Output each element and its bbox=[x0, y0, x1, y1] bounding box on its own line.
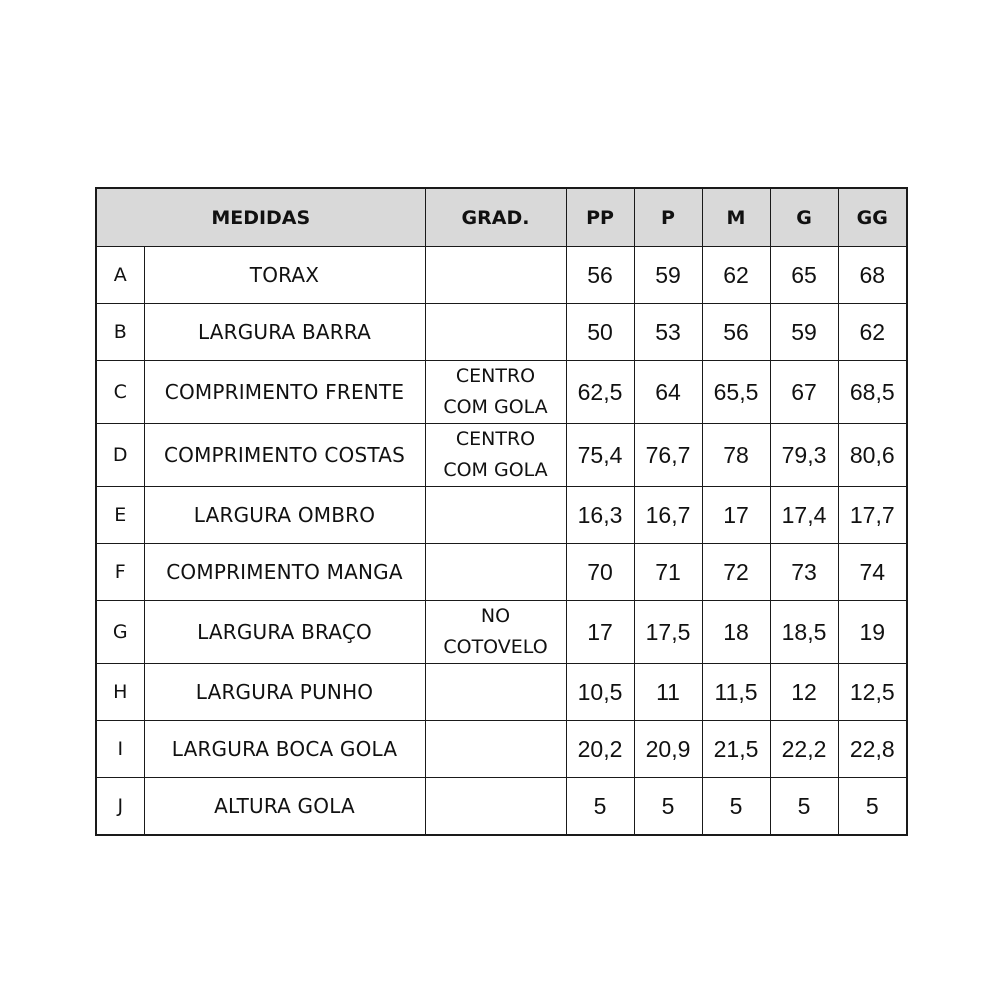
row-letter: D bbox=[96, 424, 144, 487]
size-value: 16,7 bbox=[634, 487, 702, 544]
row-grad bbox=[425, 544, 566, 601]
size-value: 5 bbox=[566, 778, 634, 836]
size-value: 76,7 bbox=[634, 424, 702, 487]
size-value: 10,5 bbox=[566, 664, 634, 721]
size-value: 78 bbox=[702, 424, 770, 487]
row-measure: COMPRIMENTO FRENTE bbox=[144, 361, 425, 424]
header-size-pp: PP bbox=[566, 188, 634, 247]
row-measure: ALTURA GOLA bbox=[144, 778, 425, 836]
row-grad bbox=[425, 304, 566, 361]
table-row bbox=[96, 778, 907, 836]
size-value: 74 bbox=[838, 544, 907, 601]
size-value: 11 bbox=[634, 664, 702, 721]
grad-line: COM GOLA bbox=[443, 459, 548, 481]
size-value: 16,3 bbox=[566, 487, 634, 544]
table-row bbox=[96, 304, 907, 361]
size-value: 68 bbox=[838, 247, 907, 304]
size-value: 64 bbox=[634, 361, 702, 424]
header-size-gg: GG bbox=[838, 188, 907, 247]
table-row bbox=[96, 487, 907, 544]
table-row bbox=[96, 361, 907, 424]
size-value: 19 bbox=[838, 601, 907, 664]
table-row bbox=[96, 601, 907, 664]
size-value: 22,2 bbox=[770, 721, 838, 778]
row-letter: G bbox=[96, 601, 144, 664]
size-value: 17,5 bbox=[634, 601, 702, 664]
size-value: 50 bbox=[566, 304, 634, 361]
row-grad bbox=[425, 361, 566, 424]
size-value: 72 bbox=[702, 544, 770, 601]
table-row bbox=[96, 247, 907, 304]
header-medidas: MEDIDAS bbox=[96, 188, 425, 247]
size-value: 73 bbox=[770, 544, 838, 601]
size-value: 21,5 bbox=[702, 721, 770, 778]
header-size-m: M bbox=[702, 188, 770, 247]
row-grad bbox=[425, 664, 566, 721]
table-body bbox=[96, 247, 907, 836]
row-letter: E bbox=[96, 487, 144, 544]
size-value: 17,7 bbox=[838, 487, 907, 544]
size-value: 65,5 bbox=[702, 361, 770, 424]
row-letter: J bbox=[96, 778, 144, 836]
size-value: 68,5 bbox=[838, 361, 907, 424]
size-value: 18,5 bbox=[770, 601, 838, 664]
row-letter: I bbox=[96, 721, 144, 778]
row-grad bbox=[425, 601, 566, 664]
size-value: 18 bbox=[702, 601, 770, 664]
size-value: 62 bbox=[838, 304, 907, 361]
header-grad: GRAD. bbox=[425, 188, 566, 247]
row-measure: TORAX bbox=[144, 247, 425, 304]
row-letter: C bbox=[96, 361, 144, 424]
size-value: 80,6 bbox=[838, 424, 907, 487]
size-value: 22,8 bbox=[838, 721, 907, 778]
row-measure: LARGURA BOCA GOLA bbox=[144, 721, 425, 778]
row-letter: B bbox=[96, 304, 144, 361]
size-value: 53 bbox=[634, 304, 702, 361]
size-value: 12 bbox=[770, 664, 838, 721]
row-grad bbox=[425, 487, 566, 544]
row-grad bbox=[425, 721, 566, 778]
size-value: 70 bbox=[566, 544, 634, 601]
grad-line: NO bbox=[480, 605, 511, 627]
grad-line: COM GOLA bbox=[443, 396, 548, 418]
row-grad bbox=[425, 247, 566, 304]
size-value: 56 bbox=[566, 247, 634, 304]
size-value: 75,4 bbox=[566, 424, 634, 487]
row-measure: LARGURA OMBRO bbox=[144, 487, 425, 544]
row-measure: LARGURA BARRA bbox=[144, 304, 425, 361]
size-value: 5 bbox=[770, 778, 838, 836]
table-row bbox=[96, 424, 907, 487]
row-letter: A bbox=[96, 247, 144, 304]
size-value: 20,9 bbox=[634, 721, 702, 778]
row-measure: COMPRIMENTO COSTAS bbox=[144, 424, 425, 487]
grad-line: CENTRO bbox=[455, 365, 536, 387]
size-value: 79,3 bbox=[770, 424, 838, 487]
size-value: 20,2 bbox=[566, 721, 634, 778]
size-value: 11,5 bbox=[702, 664, 770, 721]
size-value: 59 bbox=[634, 247, 702, 304]
size-value: 65 bbox=[770, 247, 838, 304]
row-letter: H bbox=[96, 664, 144, 721]
size-value: 62,5 bbox=[566, 361, 634, 424]
size-value: 17 bbox=[702, 487, 770, 544]
row-grad bbox=[425, 424, 566, 487]
size-value: 17,4 bbox=[770, 487, 838, 544]
table-row bbox=[96, 664, 907, 721]
size-value: 17 bbox=[566, 601, 634, 664]
header-row bbox=[96, 188, 907, 247]
size-value: 5 bbox=[702, 778, 770, 836]
grad-line: COTOVELO bbox=[443, 636, 548, 658]
row-measure: LARGURA BRAÇO bbox=[144, 601, 425, 664]
size-value: 59 bbox=[770, 304, 838, 361]
size-table bbox=[95, 187, 908, 836]
row-letter: F bbox=[96, 544, 144, 601]
row-measure: LARGURA PUNHO bbox=[144, 664, 425, 721]
size-value: 12,5 bbox=[838, 664, 907, 721]
table-row bbox=[96, 544, 907, 601]
size-value: 62 bbox=[702, 247, 770, 304]
table-row bbox=[96, 721, 907, 778]
size-value: 5 bbox=[838, 778, 907, 836]
size-chart bbox=[95, 187, 906, 836]
row-grad bbox=[425, 778, 566, 836]
size-value: 71 bbox=[634, 544, 702, 601]
size-value: 67 bbox=[770, 361, 838, 424]
row-measure: COMPRIMENTO MANGA bbox=[144, 544, 425, 601]
size-value: 5 bbox=[634, 778, 702, 836]
header-size-g: G bbox=[770, 188, 838, 247]
grad-line: CENTRO bbox=[455, 428, 536, 450]
size-value: 56 bbox=[702, 304, 770, 361]
header-size-p: P bbox=[634, 188, 702, 247]
